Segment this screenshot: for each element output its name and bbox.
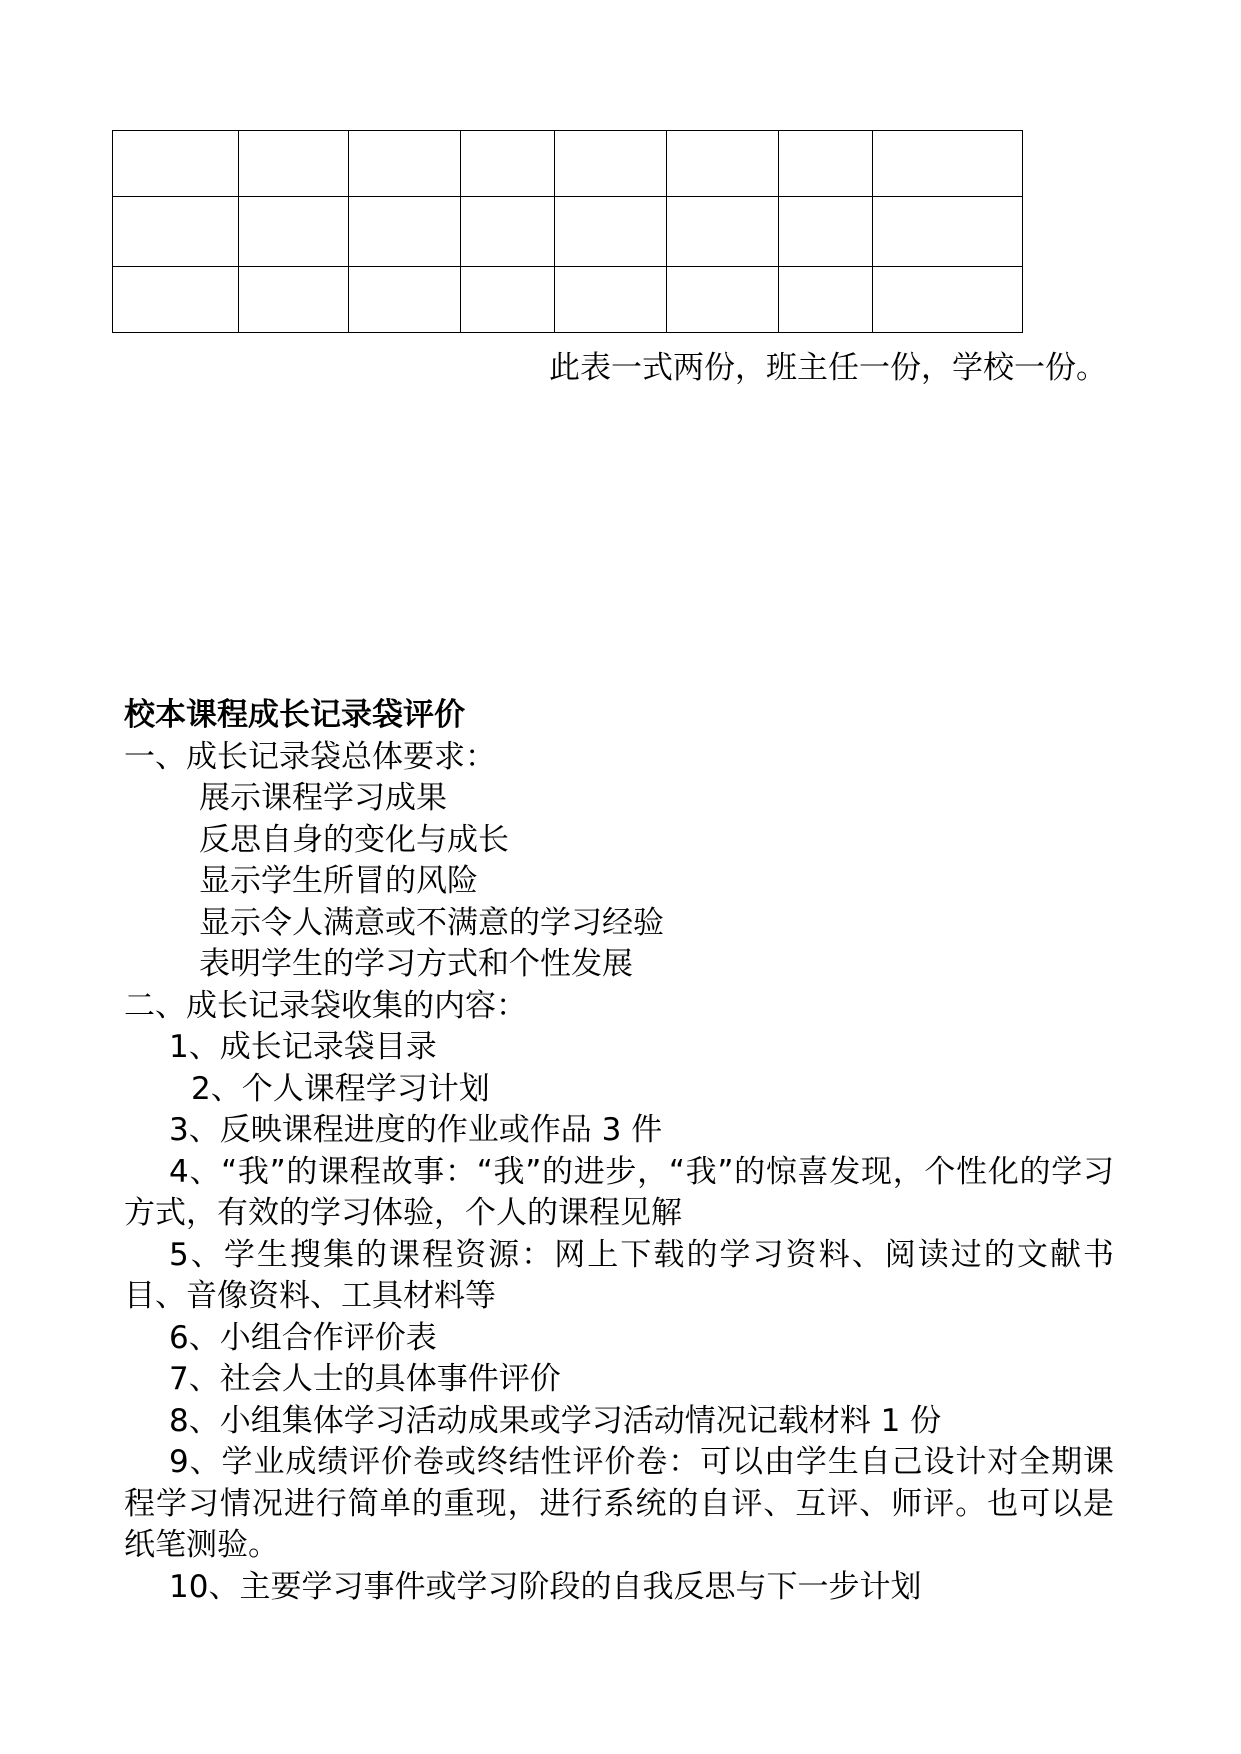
- requirement-item: 显示学生所冒的风险: [199, 863, 478, 899]
- table-cell: [667, 131, 779, 197]
- part2-heading: 二、成长记录袋收集的内容：: [124, 987, 527, 1024]
- table-cell: [239, 197, 349, 267]
- requirement-item: 反思自身的变化与成长: [199, 821, 509, 858]
- table-cell: [113, 131, 239, 197]
- content-item: 4、“我”的课程故事：“我”的进步，“我”的惊喜发现，个性化的学习方式，有效的学习体验，个人的课程见解: [124, 1153, 1114, 1231]
- content-item: 1、成长记录袋目录: [169, 1029, 437, 1065]
- table-cell: [461, 131, 555, 197]
- blank-table: [112, 130, 1023, 333]
- table-cell: [667, 197, 779, 267]
- content-item: 3、反映课程进度的作业或作品 3 件: [169, 1112, 663, 1148]
- table-cell: [349, 197, 461, 267]
- content-item: 9、学业成绩评价卷或终结性评价卷：可以由学生自己设计对全期课程学习情况进行简单的重现，进行系统的自评、互评、师评。也可以是纸笔测验。: [124, 1444, 1114, 1563]
- table-cell: [555, 267, 667, 333]
- table-cell: [349, 267, 461, 333]
- content-item: 2、个人课程学习计划: [191, 1070, 490, 1107]
- content-item: 8、小组集体学习活动成果或学习活动情况记载材料 1 份: [169, 1402, 942, 1439]
- content-item: 10、主要学习事件或学习阶段的自我反思与下一步计划: [169, 1568, 922, 1605]
- content-item: 5、学生搜集的课程资源：网上下载的学习资料、阅读过的文献书目、音像资料、工具材料等: [124, 1236, 1114, 1314]
- section-title: 校本课程成长记录袋评价: [124, 697, 465, 733]
- content-item: 6、小组合作评价表: [169, 1319, 437, 1356]
- requirement-item: 表明学生的学习方式和个性发展: [199, 946, 633, 982]
- requirement-item: 显示令人满意或不满意的学习经验: [199, 904, 664, 941]
- table-cell: [779, 267, 873, 333]
- table-cell: [873, 267, 1023, 333]
- table-cell: [461, 267, 555, 333]
- portfolio-section: [124, 695, 1124, 1608]
- requirement-item: 展示课程学习成果: [199, 780, 447, 816]
- table-row: [113, 197, 1023, 267]
- table-cell: [555, 197, 667, 267]
- table-row: [113, 267, 1023, 333]
- copy-note: 此表一式两份，班主任一份，学校一份。: [549, 350, 1107, 386]
- table-cell: [779, 197, 873, 267]
- table-cell: [873, 197, 1023, 267]
- table-cell: [349, 131, 461, 197]
- table-cell: [873, 131, 1023, 197]
- part1-heading: 一、成长记录袋总体要求：: [124, 738, 496, 775]
- table-cell: [113, 197, 239, 267]
- table-cell: [461, 197, 555, 267]
- table-cell: [239, 267, 349, 333]
- table-cell: [667, 267, 779, 333]
- table-cell: [239, 131, 349, 197]
- content-item: 7、社会人士的具体事件评价: [169, 1361, 561, 1397]
- table-cell: [113, 267, 239, 333]
- table-cell: [779, 131, 873, 197]
- table-cell: [555, 131, 667, 197]
- table-row: [113, 131, 1023, 197]
